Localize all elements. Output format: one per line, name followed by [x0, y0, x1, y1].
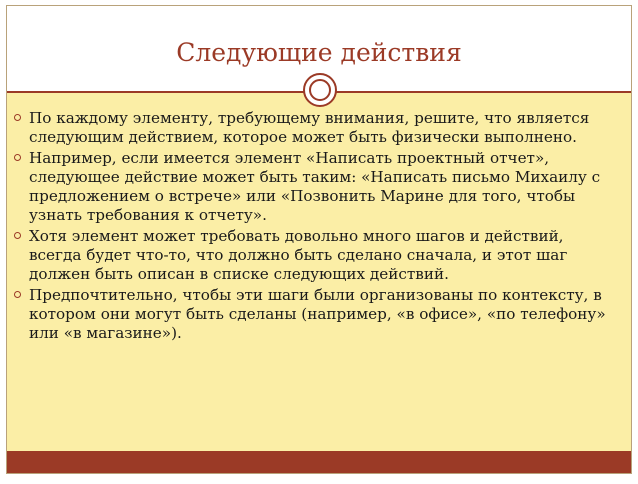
slide-title: Следующие действия	[176, 38, 462, 67]
bullet-item	[13, 109, 613, 147]
bullet-list	[13, 109, 613, 345]
bullet-text: Предпочтительно, чтобы эти шаги были организованы по контексту, в котором они могут быть сделаны (например, «в офисе», «по телефону» или «в магазине»).	[29, 286, 606, 342]
content-area	[7, 93, 631, 451]
bullet-circle-icon	[14, 114, 21, 121]
bullet-text: Хотя элемент может требовать довольно много шагов и действий, всегда будет что-то, что должно быть сделано сначала, и этот шаг должен быть описан в списке следующих действий.	[29, 227, 568, 283]
bullet-circle-icon	[14, 291, 21, 298]
bullet-item	[13, 227, 613, 284]
bullet-item	[13, 149, 613, 225]
bullet-text: По каждому элементу, требующему внимания, решите, что является следующим действием, которое может быть физически выполнено.	[29, 109, 590, 146]
inner-circle-icon	[309, 79, 331, 101]
bullet-circle-icon	[14, 154, 21, 161]
decorative-circle-icon	[303, 73, 337, 107]
bullet-item	[13, 286, 613, 343]
bullet-text: Например, если имеется элемент «Написать проектный отчет», следующее действие может быть таким: «Написать письмо Михаилу с предложением о встрече» или «Позвонить Марине для того, чтобы узнать требования к отчету».	[29, 149, 601, 224]
bottom-bar	[7, 451, 631, 473]
slide	[6, 5, 632, 474]
title-area	[7, 6, 631, 82]
bullet-circle-icon	[14, 232, 21, 239]
